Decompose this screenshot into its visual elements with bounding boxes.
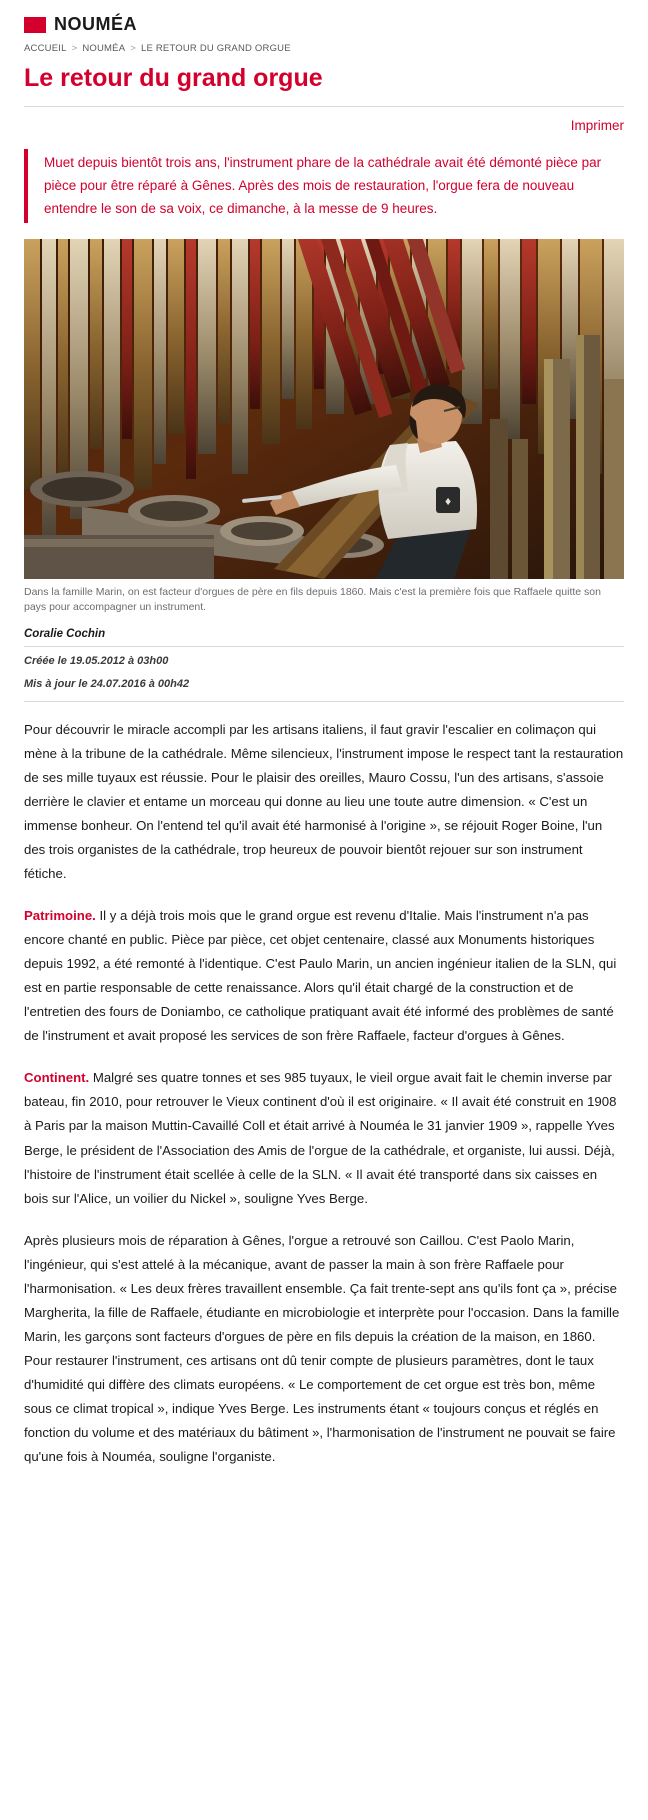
dates-divider xyxy=(24,701,624,702)
print-row xyxy=(24,117,624,135)
date-created: Créée le 19.05.2012 à 03h00 xyxy=(24,655,169,668)
date-updated: Mis à jour le 24.07.2016 à 00h42 xyxy=(24,678,190,691)
headline-divider xyxy=(24,106,624,107)
masthead-title: NOUMÉA xyxy=(54,14,137,34)
paragraph-lede: Continent. xyxy=(24,1070,90,1086)
brand-mark-icon xyxy=(24,17,46,33)
paragraph-text: Malgré ses quatre tonnes et ses 985 tuyaux, le vieil orgue avait fait le chemin inverse par bateau, fin 2010, pour retrouver le Vieux continent d'où il est originaire. « Il avait été construit en 1908 à Paris par la maison Muttin-Cavaillé Coll et était arrivé à Nouméa le 31 janvier 1909 », rappelle Yves Berge, le président de l'Association des Amis de l'orgue de la cathédrale, et organiste, lui aussi. Déjà, l'histoire de l'instrument était scellée à celle de la SLN. « Il avait été transporté dans six caisses en bois sur l'Alice, un voilier du Nickel », souligne Yves Berge. xyxy=(24,1070,617,1206)
article-figure xyxy=(24,239,624,617)
breadcrumb-item-current: LE RETOUR DU GRAND ORGUE xyxy=(140,43,291,54)
paragraph xyxy=(24,1066,624,1210)
figure-caption: Dans la famille Marin, on est facteur d'orgues de père en fils depuis 1860. Mais c'est la première fois que Raffaele quitte son pays pour accompagner un instrument. xyxy=(24,585,601,614)
byline: Coralie Cochin xyxy=(24,628,624,647)
breadcrumb xyxy=(24,43,624,54)
standfirst: Muet depuis bientôt trois ans, l'instrument phare de la cathédrale avait été démonté pièce par pièce pour être réparé à Gênes. Après des mois de restauration, l'orgue fera de nouveau entendre le son de sa voix, ce dimanche, à la messe de 9 heures. xyxy=(24,149,624,223)
article-body xyxy=(24,718,624,1468)
paragraph xyxy=(24,1349,624,1469)
print-link[interactable]: Imprimer xyxy=(570,118,624,133)
paragraph-text: Il y a déjà trois mois que le grand orgue est revenu d'Italie. Mais l'instrument n'a pas encore chanté en public. Pièce par pièce, cet objet centenaire, classé aux Monuments historiques depuis 1992, a été remonté à l'identique. C'est Paulo Marin, un ancien ingénieur italien de la SLN, qui est en partie responsable de cette renaissance. Alors qu'il était chargé de la construction et de l'entretien des fours de Doniambo, ce catholique pratiquant avait été informé des problèmes de santé de l'instrument et avait proposé les services de son frère Raffaele, facteur d'orgues à Gênes. xyxy=(24,908,617,1044)
paragraph xyxy=(24,718,624,886)
breadcrumb-item-home[interactable]: ACCUEIL xyxy=(24,43,67,54)
breadcrumb-separator: > xyxy=(130,43,136,54)
paragraph-lede: Patrimoine. xyxy=(24,908,96,924)
paragraph-text: Après plusieurs mois de réparation à Gênes, l'orgue a retrouvé son Caillou. C'est Paolo Marin, l'ingénieur, qui s'est attelé à la mécanique, avant de passer la main à son frère Raffaele pour l'harmonisation. « Les deux frères travaillent ensemble. Ça fait trente-sept ans qu'ils font ça », précise Margherita, la fille de Raffaele, étudiante en microbiologie et interprète pour l'occasion. Dans la famille Marin, les garçons sont facteurs d'orgues de père en fils depuis la création de la maison, en 1860. xyxy=(24,1232,620,1344)
page-title: Le retour du grand orgue xyxy=(24,64,323,92)
paragraph xyxy=(24,1229,624,1349)
breadcrumb-separator: > xyxy=(71,43,78,54)
breadcrumb-item-noumea[interactable]: NOUMÉA xyxy=(82,43,126,54)
masthead xyxy=(24,10,624,35)
article-photo xyxy=(24,239,624,579)
paragraph-text: Pour restaurer l'instrument, ces artisans ont dû tenir compte de plusieurs paramètres, dont le taux d'humidité qui diffère des climats européens. « Le comportement de cet orgue est très bon, même sous ce climat tropical », indique Yves Berge. Les instruments étant « toujours conçus et réglés en fonction du volume et des matériaux du bâtiment », l'harmonisation de l'instrument ne pouvait se faire qu'une fois à Nouméa, souligne l'organiste. xyxy=(24,1352,616,1464)
paragraph xyxy=(24,904,624,1048)
svg-text:♦: ♦ xyxy=(444,493,452,508)
paragraph-text: Pour découvrir le miracle accompli par les artisans italiens, il faut gravir l'escalier en colimaçon qui mène à la tribune de la cathédrale. Même silencieux, l'instrument impose le respect tant la restauration de ses mille tuyaux est réussie. Pour le plaisir des oreilles, Mauro Cossu, l'un des artisans, s'assoie derrière le clavier et entame un morceau qui donne au lieu une toute autre dimension. « C'est un immense bonheur. On l'entend tel qu'il avait été harmonisé à l'origine », se réjouit Roger Boine, l'un des trois organistes de la cathédrale, trop heureux de pouvoir bientôt rejouer sur son instrument fétiche. xyxy=(24,722,624,882)
